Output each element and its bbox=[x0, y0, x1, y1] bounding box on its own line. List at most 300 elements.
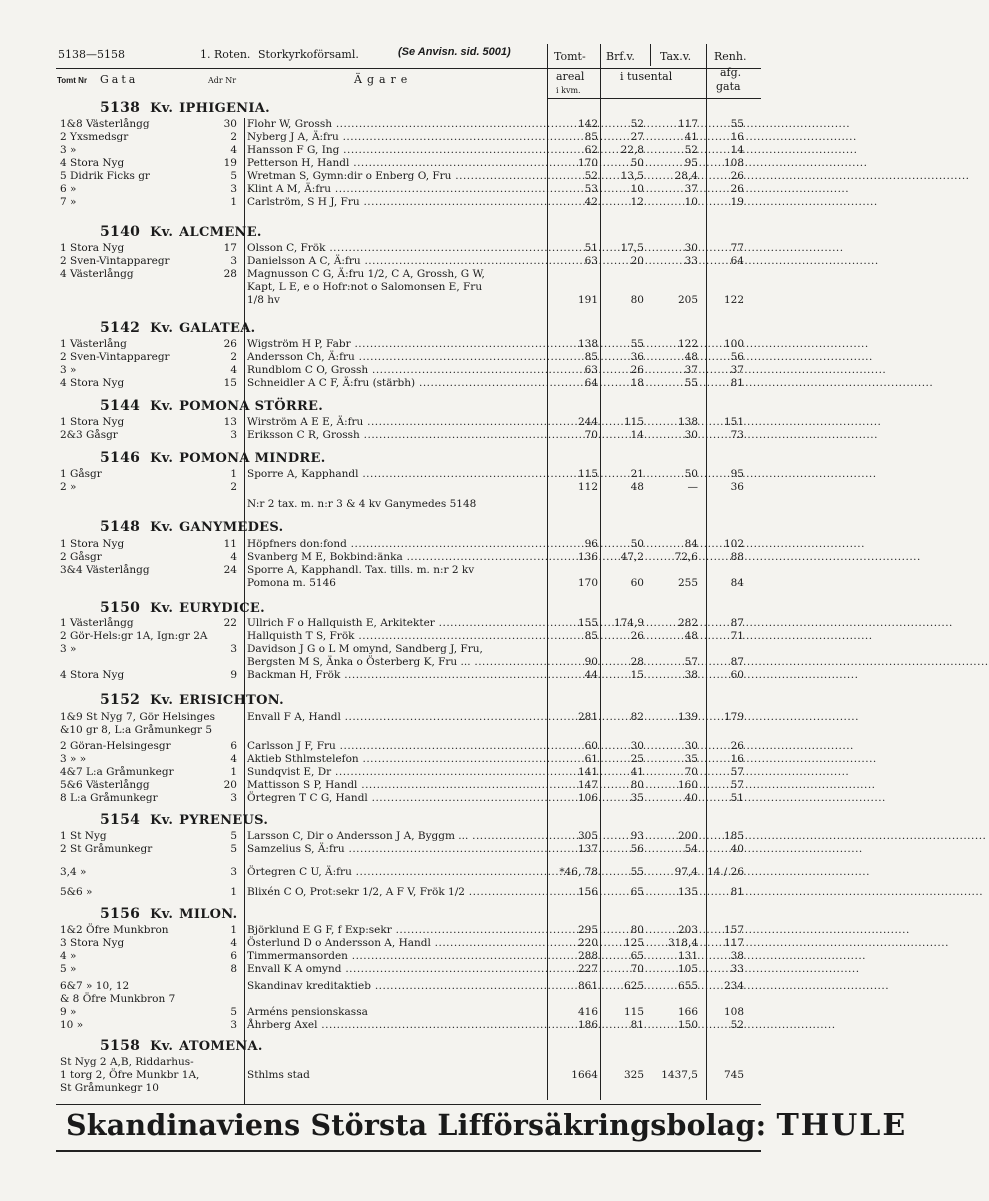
renh-cell: 14 bbox=[730, 144, 744, 156]
owner-cell: Larsson C, Dir o Andersson J A, Byggm ... ..... bbox=[247, 830, 543, 843]
tomt-cell: 4 Stora Nyg bbox=[60, 669, 125, 681]
areal-cell: 186 bbox=[577, 1019, 598, 1031]
owner-cell: Wigström H P, Fabr ..... bbox=[247, 338, 543, 351]
areal-cell: 155 bbox=[577, 617, 598, 629]
brf-value-cell: 35 bbox=[630, 792, 644, 804]
table-row bbox=[0, 886, 827, 899]
adr-cell: 4 bbox=[230, 937, 237, 949]
tomt-cell: 8 L:a Gråmunkegr bbox=[60, 792, 158, 804]
brf-value-cell: 65 bbox=[630, 886, 644, 898]
adr-cell: 3 bbox=[230, 866, 237, 878]
brf-value-cell: 26 bbox=[630, 364, 644, 376]
tax-value-cell: 30 bbox=[684, 429, 698, 441]
table-row bbox=[0, 1082, 827, 1095]
areal-header-3: i kvm. bbox=[556, 86, 581, 95]
gata-header: Gata bbox=[100, 73, 139, 86]
owner-cell: Höpfners don:fond ..... bbox=[247, 538, 543, 551]
areal-cell: 138 bbox=[577, 338, 598, 350]
table-row bbox=[0, 937, 827, 950]
tax-value-cell: 117 bbox=[677, 118, 698, 130]
tomt-nr-header: Tomt Nr bbox=[57, 76, 88, 85]
table-row bbox=[0, 963, 827, 976]
tomt-cell: 1&2 Öfre Munkbron bbox=[60, 924, 169, 936]
owner-cell: Aktieb Sthlmstelefon ..... bbox=[247, 753, 543, 766]
tusental-header: i tusental bbox=[620, 70, 673, 83]
owner-cell: Blixén C O, Prot:sekr 1/2, A F V, Frök 1/2 ..... bbox=[247, 886, 543, 899]
kvarter-heading: 5144 Kv. POMONA STÖRRE. bbox=[100, 398, 324, 414]
adr-cell: 1 bbox=[230, 886, 237, 898]
brf-value-cell: 65 bbox=[630, 950, 644, 962]
areal-cell: 61 bbox=[584, 753, 598, 765]
tax-value-cell: 37 bbox=[684, 364, 698, 376]
adr-cell: 9 bbox=[230, 669, 237, 681]
renh-cell: 151 bbox=[723, 416, 744, 428]
brf-value-cell: 60 bbox=[630, 577, 644, 589]
owner-cell: Svanberg M E, Bokbind:änka ..... bbox=[247, 551, 543, 564]
adr-cell: 1 bbox=[230, 468, 237, 480]
adr-cell: 1 bbox=[230, 196, 237, 208]
brf-value-cell: 25 bbox=[630, 753, 644, 765]
brf-value-cell: 22,8 bbox=[620, 144, 644, 156]
brf-value-cell: 21 bbox=[630, 468, 644, 480]
table-row bbox=[0, 351, 827, 364]
table-row bbox=[0, 564, 827, 577]
table-row bbox=[0, 1006, 827, 1019]
header-rule bbox=[56, 68, 761, 69]
renh-cell: 81 bbox=[730, 886, 744, 898]
owner-cell: Björklund E G F, f Exp:sekr ..... bbox=[247, 924, 543, 937]
renh-cell: 19 bbox=[730, 196, 744, 208]
adr-cell: 5 bbox=[230, 843, 237, 855]
areal-header-1: Tomt- bbox=[554, 50, 586, 63]
tomt-cell: St Nyg 2 A,B, Riddarhus- bbox=[60, 1056, 194, 1068]
tax-value-cell: 160 bbox=[677, 779, 698, 791]
owner-cell: Backman H, Frök ..... bbox=[247, 669, 543, 682]
table-row bbox=[0, 170, 827, 183]
table-row bbox=[0, 268, 827, 281]
tax-value-cell: 122 bbox=[677, 338, 698, 350]
owner-cell: Örtegren C U, Ä:fru ..... bbox=[247, 866, 543, 879]
tax-value-cell: — bbox=[687, 481, 698, 493]
adr-cell: 4 bbox=[230, 364, 237, 376]
owner-cell: Envall F A, Handl ..... bbox=[247, 711, 543, 724]
renh-cell: 102 bbox=[723, 538, 744, 550]
areal-cell: 85 bbox=[584, 131, 598, 143]
owner-cell: Carlsson J F, Fru ..... bbox=[247, 740, 543, 753]
tax-value-cell: 318,4 bbox=[667, 937, 698, 949]
tax-value-cell: 41 bbox=[684, 131, 698, 143]
owner-cell: Hansson F G, Ing ..... bbox=[247, 144, 543, 157]
kvarter-heading: 5152 Kv. ERISICHTON. bbox=[100, 692, 284, 708]
table-row bbox=[0, 429, 827, 442]
tax-value-cell: 28,4 bbox=[674, 170, 698, 182]
areal-cell: 281 bbox=[577, 711, 598, 723]
table-row bbox=[0, 131, 827, 144]
owner-cell: Carlström, S H J, Fru ..... bbox=[247, 196, 543, 209]
tomt-cell: 1 torg 2, Öfre Munkbr 1A, bbox=[60, 1069, 200, 1081]
owner-cell: Samzelius S, Ä:fru ..... bbox=[247, 843, 543, 856]
areal-cell: 191 bbox=[577, 294, 598, 306]
tax-value-cell: 135 bbox=[677, 886, 698, 898]
tomt-cell: 3 » bbox=[60, 364, 77, 376]
brf-value-cell: 115 bbox=[623, 416, 644, 428]
areal-cell: 85 bbox=[584, 351, 598, 363]
tomt-cell: 3,4 » bbox=[60, 866, 87, 878]
tax-value-cell: 48 bbox=[684, 630, 698, 642]
renh-cell: 108 bbox=[723, 157, 744, 169]
renh-cell: 71 bbox=[730, 630, 744, 642]
brf-value-cell: 28 bbox=[630, 656, 644, 668]
areal-cell: 52 bbox=[584, 170, 598, 182]
adr-cell: 3 bbox=[230, 792, 237, 804]
adr-cell: 6 bbox=[230, 740, 237, 752]
adr-cell: 1 bbox=[230, 924, 237, 936]
renh-cell: 52 bbox=[730, 1019, 744, 1031]
owner-cell: Kapt, L E, e o Hofr:not o Salomonsen E, Fru bbox=[247, 281, 483, 293]
owner-cell: Sundqvist E, Dr ..... bbox=[247, 766, 543, 779]
owner-cell: Timmermansorden ..... bbox=[247, 950, 543, 963]
tax-value-cell: 38 bbox=[684, 669, 698, 681]
owner-cell: Eriksson C R, Grossh ..... bbox=[247, 429, 543, 442]
owner-cell: Flohr W, Grossh ..... bbox=[247, 118, 543, 131]
adr-cell: 3 bbox=[230, 1019, 237, 1031]
table-row bbox=[0, 468, 827, 481]
renh-cell: 117 bbox=[723, 937, 744, 949]
tomt-cell: 3&4 Västerlångg bbox=[60, 564, 150, 576]
table-row bbox=[0, 377, 827, 390]
adr-cell: 2 bbox=[230, 351, 237, 363]
tomt-cell: 1&9 St Nyg 7, Gör Helsinges bbox=[60, 711, 215, 723]
brf-value-cell: 47,2 bbox=[620, 551, 644, 563]
adr-cell: 22 bbox=[223, 617, 237, 629]
tax-value-cell: 97,4 bbox=[674, 866, 698, 878]
renh-header-2: afg. bbox=[720, 66, 742, 79]
adr-nr-header: Adr Nr bbox=[208, 76, 237, 85]
brf-value-cell: 50 bbox=[630, 157, 644, 169]
brf-header: Brf.v. bbox=[606, 50, 635, 63]
tomt-cell: 2 Gåsgr bbox=[60, 551, 102, 563]
renh-cell: 16 bbox=[730, 131, 744, 143]
renh-cell: 57 bbox=[730, 766, 744, 778]
areal-cell: 115 bbox=[577, 468, 598, 480]
owner-cell: Danielsson A C, Ä:fru ..... bbox=[247, 255, 543, 268]
adr-cell: 13 bbox=[223, 416, 237, 428]
brf-value-cell: 20 bbox=[630, 255, 644, 267]
adr-cell: 3 bbox=[230, 429, 237, 441]
owner-cell: Åhrberg Axel ..... bbox=[247, 1019, 543, 1032]
tomt-cell: 2&3 Gåsgr bbox=[60, 429, 118, 441]
brf-value-cell: 174,9 bbox=[613, 617, 644, 629]
owner-cell: Envall K A omynd ..... bbox=[247, 963, 543, 976]
areal-cell: 170 bbox=[577, 157, 598, 169]
owner-cell: Hallquisth T S, Frök ..... bbox=[247, 630, 543, 643]
owner-cell: Petterson H, Handl ..... bbox=[247, 157, 543, 170]
tax-value-cell: 1437,5 bbox=[661, 1069, 698, 1081]
owner-cell: Davidson J G o L M omynd, Sandberg J, Fru, bbox=[247, 643, 483, 655]
tomt-cell: 1 Gåsgr bbox=[60, 468, 102, 480]
table-row bbox=[0, 577, 827, 590]
table-row bbox=[0, 255, 827, 268]
table-row bbox=[0, 711, 827, 724]
owner-cell: Arméns pensionskassa bbox=[247, 1006, 368, 1018]
tomt-cell: 2 Sven-Vintapparegr bbox=[60, 255, 170, 267]
adr-cell: 5 bbox=[230, 830, 237, 842]
table-row bbox=[0, 294, 827, 307]
tomt-cell: 3 » » bbox=[60, 753, 87, 765]
tomt-cell: 4 Stora Nyg bbox=[60, 377, 125, 389]
tomt-cell: 1 Stora Nyg bbox=[60, 538, 125, 550]
renh-cell: 745 bbox=[723, 1069, 744, 1081]
adr-cell: 5 bbox=[230, 1006, 237, 1018]
brf-value-cell: 50 bbox=[630, 538, 644, 550]
brf-value-cell: 10 bbox=[630, 183, 644, 195]
areal-cell: 137 bbox=[577, 843, 598, 855]
areal-cell: 112 bbox=[577, 481, 598, 493]
owner-cell: Wirström A E E, Ä:fru ..... bbox=[247, 416, 543, 429]
ad-brand: THULE bbox=[776, 1108, 908, 1143]
table-row bbox=[0, 643, 827, 656]
renh-cell: 26 bbox=[730, 170, 744, 182]
brf-value-cell: 36 bbox=[630, 351, 644, 363]
kvarter-heading: 5158 Kv. ATOMENA. bbox=[100, 1038, 263, 1054]
brf-value-cell: 93 bbox=[630, 830, 644, 842]
adr-cell: 2 bbox=[230, 481, 237, 493]
tomt-cell: 10 » bbox=[60, 1019, 84, 1031]
renh-cell: 84 bbox=[730, 577, 744, 589]
table-row bbox=[0, 416, 827, 429]
areal-cell: 60 bbox=[584, 740, 598, 752]
tomt-cell: 6&7 » 10, 12 bbox=[60, 980, 130, 992]
brf-value-cell: 80 bbox=[630, 924, 644, 936]
tomt-cell: 5 Didrik Ficks gr bbox=[60, 170, 150, 182]
tax-header: Tax.v. bbox=[660, 50, 692, 63]
tax-value-cell: 57 bbox=[684, 656, 698, 668]
areal-cell: 170 bbox=[577, 577, 598, 589]
tax-value-cell: 33 bbox=[684, 255, 698, 267]
tax-value-cell: 50 bbox=[684, 468, 698, 480]
tax-value-cell: 138 bbox=[677, 416, 698, 428]
tax-value-cell: 203 bbox=[677, 924, 698, 936]
brf-value-cell: 125 bbox=[623, 937, 644, 949]
owner-cell: Andersson Ch, Ä:fru ..... bbox=[247, 351, 543, 364]
tax-value-cell: 205 bbox=[677, 294, 698, 306]
tax-value-cell: 105 bbox=[677, 963, 698, 975]
table-row bbox=[0, 617, 827, 630]
renh-cell: 100 bbox=[723, 338, 744, 350]
areal-cell: 70 bbox=[584, 429, 598, 441]
footer-rule-bottom bbox=[56, 1150, 761, 1152]
owner-cell: Klint A M, Ä:fru ..... bbox=[247, 183, 543, 196]
brf-value-cell: 14 bbox=[630, 429, 644, 441]
areal-cell: 63 bbox=[584, 255, 598, 267]
renh-cell: 88 bbox=[730, 551, 744, 563]
brf-value-cell: 80 bbox=[630, 294, 644, 306]
brf-value-cell: 27 bbox=[630, 131, 644, 143]
renh-cell: 14 / 26 bbox=[707, 866, 744, 878]
areal-cell: 63 bbox=[584, 364, 598, 376]
tomt-cell: 2 » bbox=[60, 481, 77, 493]
renh-cell: 108 bbox=[723, 1006, 744, 1018]
table-row bbox=[0, 753, 827, 766]
table-row bbox=[0, 866, 827, 879]
areal-cell: 227 bbox=[577, 963, 598, 975]
renh-cell: 40 bbox=[730, 843, 744, 855]
brf-value-cell: 30 bbox=[630, 740, 644, 752]
areal-cell: 141 bbox=[577, 766, 598, 778]
ad-text: Skandinaviens Största Lifförsäkringsbolag: bbox=[66, 1108, 767, 1142]
brf-value-cell: 12 bbox=[630, 196, 644, 208]
adr-cell: 5 bbox=[230, 170, 237, 182]
tomt-cell: 2 St Gråmunkegr bbox=[60, 843, 153, 855]
tax-value-cell: 139 bbox=[677, 711, 698, 723]
areal-cell: 85 bbox=[584, 630, 598, 642]
tax-value-cell: 255 bbox=[677, 577, 698, 589]
owner-cell: Pomona m. 5146 bbox=[247, 577, 336, 589]
tomt-cell: 4 Västerlångg bbox=[60, 268, 134, 280]
brf-value-cell: 15 bbox=[630, 669, 644, 681]
adr-cell: 17 bbox=[223, 242, 237, 254]
tomt-cell: & 8 Öfre Munkbron 7 bbox=[60, 993, 176, 1005]
owner-cell: Wretman S, Gymn:dir o Enberg O, Fru ..... bbox=[247, 170, 543, 183]
tomt-cell: 5 » bbox=[60, 963, 77, 975]
tomt-cell: 1 Västerlång bbox=[60, 338, 127, 350]
table-row bbox=[0, 551, 827, 564]
table-row bbox=[0, 669, 827, 682]
col-rule-tax bbox=[650, 44, 651, 66]
tax-value-cell: 54 bbox=[684, 843, 698, 855]
tomt-cell: 2 Sven-Vintapparegr bbox=[60, 351, 170, 363]
tax-value-cell: 200 bbox=[677, 830, 698, 842]
thule-advertisement bbox=[66, 1108, 908, 1143]
areal-cell: 142 bbox=[577, 118, 598, 130]
table-row bbox=[0, 281, 827, 294]
brf-value-cell: 82 bbox=[630, 711, 644, 723]
areal-cell: 156 bbox=[577, 886, 598, 898]
table-row bbox=[0, 538, 827, 551]
table-row bbox=[0, 1019, 827, 1032]
areal-cell: 96 bbox=[584, 538, 598, 550]
renh-cell: 122 bbox=[723, 294, 744, 306]
kvarter-heading: 5142 Kv. GALATEA. bbox=[100, 320, 256, 336]
renh-cell: 57 bbox=[730, 779, 744, 791]
tomt-cell: 4 » bbox=[60, 950, 77, 962]
owner-cell: Österlund D o Andersson A, Handl ..... bbox=[247, 937, 543, 950]
renh-cell: 51 bbox=[730, 792, 744, 804]
renh-cell: 95 bbox=[730, 468, 744, 480]
areal-cell: *46, 78 bbox=[559, 866, 598, 878]
adr-cell: 15 bbox=[223, 377, 237, 389]
adr-cell: 4 bbox=[230, 753, 237, 765]
renh-cell: 64 bbox=[730, 255, 744, 267]
renh-cell: 77 bbox=[730, 242, 744, 254]
table-row bbox=[0, 792, 827, 805]
table-row bbox=[0, 843, 827, 856]
kvarter-heading: 5146 Kv. POMONA MINDRE. bbox=[100, 450, 326, 466]
renh-cell: 73 bbox=[730, 429, 744, 441]
areal-cell: 288 bbox=[577, 950, 598, 962]
owner-cell: Magnusson C G, Ä:fru 1/2, C A, Grossh, G W, bbox=[247, 268, 485, 280]
page-range: 5138—5158 bbox=[58, 48, 125, 61]
tax-value-cell: 282 bbox=[677, 617, 698, 629]
tax-value-cell: 131 bbox=[677, 950, 698, 962]
owner-cell: Olsson C, Frök ..... bbox=[247, 242, 543, 255]
owner-cell: 1/8 hv bbox=[247, 294, 280, 306]
tomt-cell: 1 Stora Nyg bbox=[60, 242, 125, 254]
renh-cell: 87 bbox=[730, 656, 744, 668]
adr-cell: 3 bbox=[230, 643, 237, 655]
adr-cell: 3 bbox=[230, 183, 237, 195]
owner-cell: Nyberg J A, Ä:fru ..... bbox=[247, 131, 543, 144]
tomt-cell: 3 Stora Nyg bbox=[60, 937, 125, 949]
areal-cell: 42 bbox=[584, 196, 598, 208]
owner-cell: Sporre A, Kapphandl ..... bbox=[247, 468, 543, 481]
renh-cell: 81 bbox=[730, 377, 744, 389]
areal-header-2: areal bbox=[556, 70, 585, 83]
table-row bbox=[0, 993, 827, 1006]
table-row bbox=[0, 338, 827, 351]
areal-cell: 147 bbox=[577, 779, 598, 791]
owner-cell: Bergsten M S, Änka o Österberg K, Fru ... ..... bbox=[247, 656, 543, 669]
agare-header: Ägare bbox=[354, 73, 413, 86]
table-row bbox=[0, 924, 827, 937]
adr-cell: 8 bbox=[230, 963, 237, 975]
table-row bbox=[0, 830, 827, 843]
table-row bbox=[0, 950, 827, 963]
renh-cell: 26 bbox=[730, 183, 744, 195]
brf-value-cell: 48 bbox=[630, 481, 644, 493]
adr-cell: 4 bbox=[230, 144, 237, 156]
tax-value-cell: 55 bbox=[684, 377, 698, 389]
table-row bbox=[0, 183, 827, 196]
adr-cell: 4 bbox=[230, 551, 237, 563]
kvarter-heading: 5138 Kv. IPHIGENIA. bbox=[100, 100, 270, 116]
tomt-cell: 3 » bbox=[60, 144, 77, 156]
footer-rule-top bbox=[56, 1104, 761, 1105]
renh-cell: 33 bbox=[730, 963, 744, 975]
see-also-note: (Se Anvisn. sid. 5001) bbox=[398, 46, 511, 58]
brf-value-cell: 55 bbox=[630, 338, 644, 350]
brf-value-cell: 325 bbox=[623, 1069, 644, 1081]
renh-cell: 26 bbox=[730, 740, 744, 752]
table-row bbox=[0, 779, 827, 792]
owner-cell: Sthlms stad bbox=[247, 1069, 310, 1081]
owner-cell: Rundblom C O, Grossh ..... bbox=[247, 364, 543, 377]
tomt-cell: St Gråmunkegr 10 bbox=[60, 1082, 159, 1094]
tomt-cell: &10 gr 8, L:a Gråmunkegr 5 bbox=[60, 724, 213, 736]
kvarter-heading: 5156 Kv. MILON. bbox=[100, 906, 238, 922]
areal-cell: 861 bbox=[577, 980, 598, 992]
renh-cell: 55 bbox=[730, 118, 744, 130]
tax-value-cell: 150 bbox=[677, 1019, 698, 1031]
adr-cell: 19 bbox=[223, 157, 237, 169]
owner-cell: Sporre A, Kapphandl. Tax. tills. m. n:r 2 kv bbox=[247, 564, 475, 576]
renh-header-1: Renh. bbox=[714, 50, 747, 63]
owner-cell: Mattisson S P, Handl ..... bbox=[247, 779, 543, 792]
adr-cell: 30 bbox=[223, 118, 237, 130]
header-rule-2 bbox=[547, 98, 761, 99]
brf-value-cell: 70 bbox=[630, 963, 644, 975]
kvarter-heading: 5150 Kv. EURYDICE. bbox=[100, 600, 265, 616]
tomt-cell: 5&6 » bbox=[60, 886, 93, 898]
brf-value-cell: 18 bbox=[630, 377, 644, 389]
kvarter-heading: 5154 Kv. PYRENEUS. bbox=[100, 812, 269, 828]
areal-cell: 62 bbox=[584, 144, 598, 156]
table-row bbox=[0, 656, 827, 669]
renh-cell: 16 bbox=[730, 753, 744, 765]
table-row bbox=[0, 242, 827, 255]
owner-cell: Ullrich F o Hallquisth E, Arkitekter ..... bbox=[247, 617, 543, 630]
brf-value-cell: 55 bbox=[630, 866, 644, 878]
